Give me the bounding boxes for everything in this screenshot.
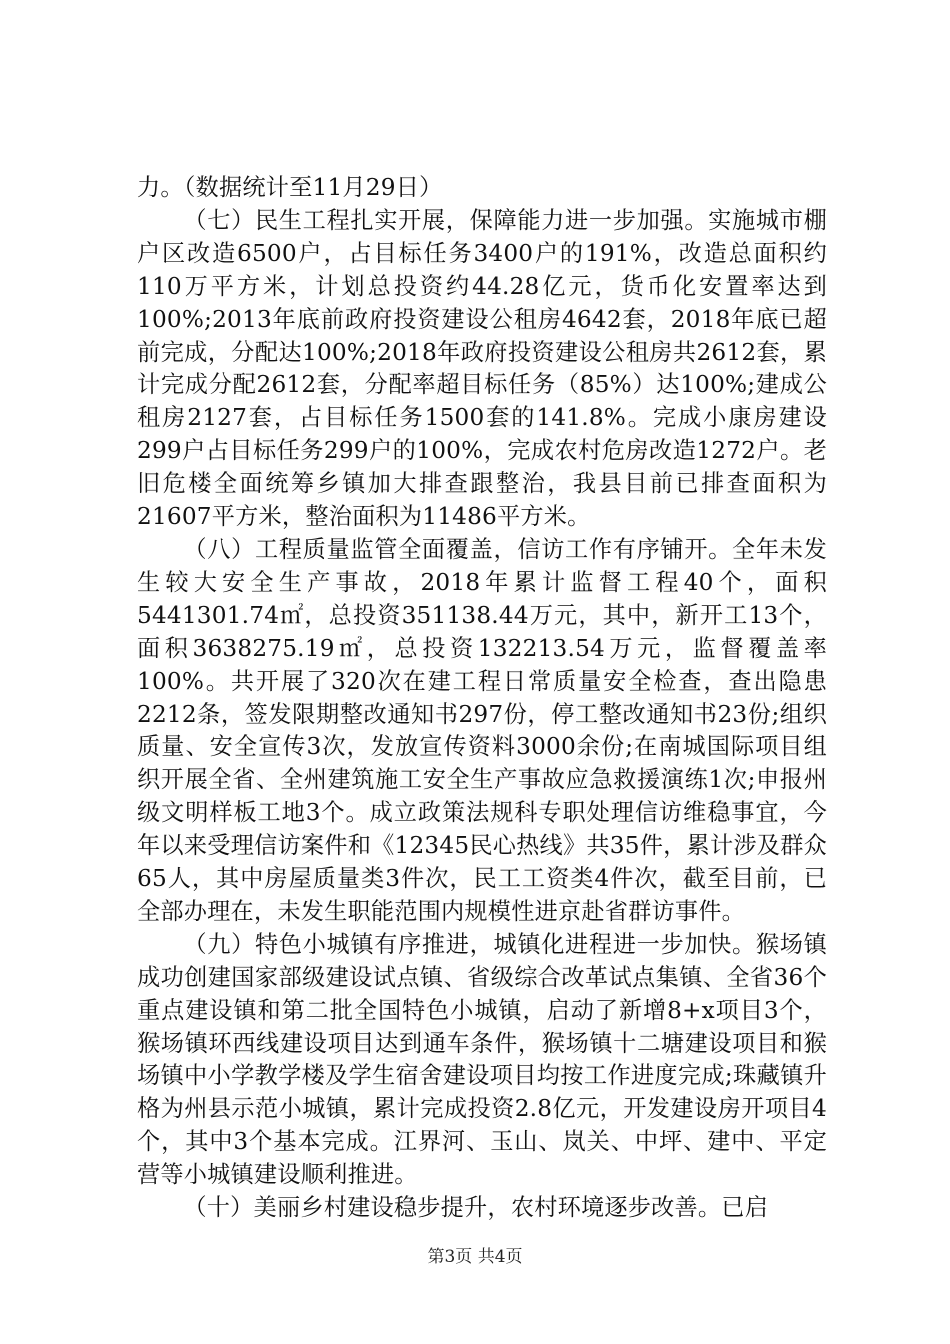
paragraph-section-9: （九）特色小城镇有序推进，城镇化进程进一步加快。猴场镇成功创建国家部级建设试点镇、省级综合改革试点集镇、全省36个重点建设镇和第二批全国特色小城镇，启动了新增8+x项目3个，猴场镇环西线建设项目达到通车条件，猴场镇十二塘建设项目和猴场镇中小学教学楼及学生宿舍建设项目均按工作进度完成;珠藏镇升格为州县示范小城镇，累计完成投资2.8亿元，开发建设房开项目4个，其中3个基本完成。江界河、玉山、岚关、中坪、建中、平定营等小城镇建设顺利推进。 (137, 930, 827, 1189)
document-body (137, 172, 827, 1225)
page-footer (0, 1246, 950, 1268)
paragraph-section-7: （七）民生工程扎实开展，保障能力进一步加强。实施城市棚户区改造6500户，占目标任务3400户的191%，改造总面积约110万平方米，计划总投资约44.28亿元，货币化安置率达到100%;2013年底前政府投资建设公租房4642套，2018年底已超前完成，分配达100%;2018年政府投资建设公租房共2612套，累计完成分配2612套，分配率超目标任务（85%）达100%;建成公租房2127套，占目标任务1500套的141.8%。完成小康房建设299户占目标任务299户的100%，完成农村危房改造1272户。老旧危楼全面统筹乡镇加大排查跟整治，我县目前已排查面积为21607平方米，整治面积为11486平方米。 (137, 206, 827, 531)
page-number-label: 第3页 共4页 (427, 1247, 523, 1267)
paragraph-section-8: （八）工程质量监管全面覆盖，信访工作有序铺开。全年未发生较大安全生产事故，2018年累计监督工程40个，面积5441301.74㎡，总投资351138.44万元，其中，新开工13个，面积3638275.19㎡，总投资132213.54万元，监督覆盖率100%。共开展了320次在建工程日常质量安全检查，查出隐患2212条，签发限期整改通知书297份，停工整改通知书23份;组织质量、安全宣传3次，发放宣传资料3000余份;在南城国际项目组织开展全省、全州建筑施工安全生产事故应急救援演练1次;申报州级文明样板工地3个。成立政策法规科专职处理信访维稳事宜，今年以来受理信访案件和《12345民心热线》共35件，累计涉及群众65人，其中房屋质量类3件次，民工工资类4件次，截至目前，已全部办理在，未发生职能范围内规模性进京赴省群访事件。 (137, 535, 827, 925)
paragraph-continuation: 力。（数据统计至11月29日） (137, 174, 443, 201)
paragraph-section-10: （十）美丽乡村建设稳步提升，农村环境逐步改善。已启 (183, 1194, 769, 1222)
